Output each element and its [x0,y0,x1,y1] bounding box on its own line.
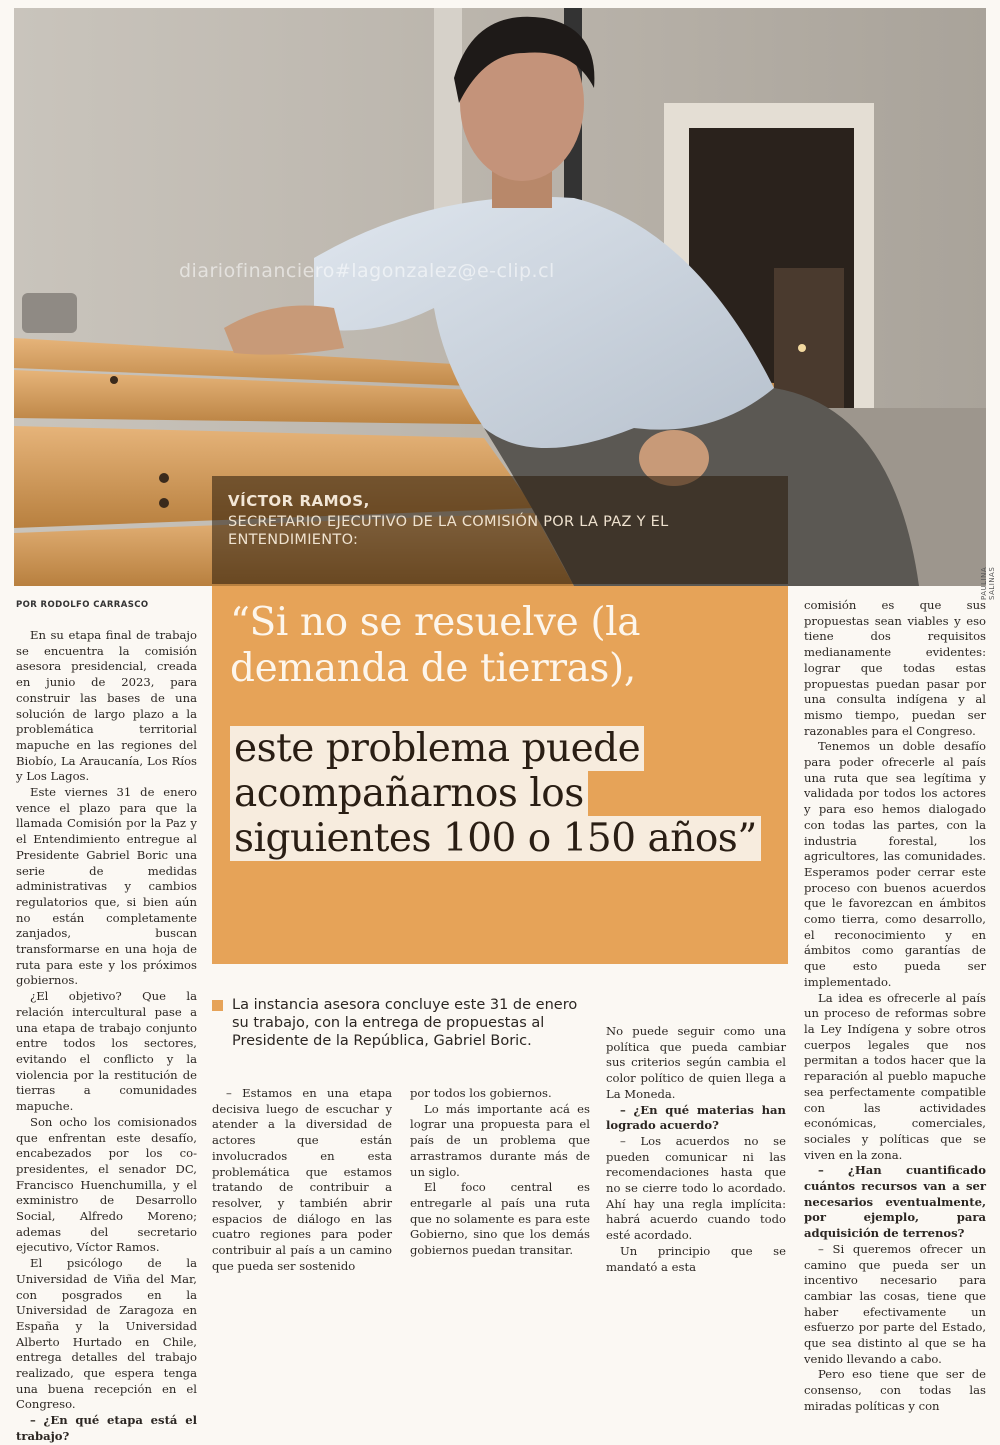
paragraph: – Estamos en una etapa decisiva luego de escuchar y atender a la diversidad de actores que están involucrados en esta problemática que estamos tratando de contribuir a resolver, y también abrir espacios de diálogo en las cuatro regiones para poder contribuir al país a un camino que pueda ser sostenido [212,1086,392,1273]
paragraph: – Si queremos ofrecer un camino que pueda ser un incentivo necesario para cambiar las cosas, tiene que haber efectivamente un esfuerzo por parte del Estado, que sea distinto al que se ha venido llevando a cabo. [804,1241,986,1366]
body-column-1 [16,628,197,1445]
caption-role: SECRETARIO EJECUTIVO DE LA COMISIÓN POR LA PAZ Y EL ENTENDIMIENTO: [228,514,669,548]
paragraph: En su etapa final de trabajo se encuentra la comisión asesora presidencial, creada en junio de 2023, para construir las bases de una solución de largo plazo a la problemática territorial mapuche en las regiones del Biobío, La Araucanía, Los Ríos y Los Lagos. [16,628,197,784]
interview-question: – ¿En qué etapa está el trabajo? [16,1413,197,1443]
body-column-5 [804,598,986,1415]
paragraph: El foco central es entregarle al país una ruta que no solamente es para este Gobierno, sino que los demás gobiernos puedan transitar. [410,1180,590,1258]
paragraph: No puede seguir como una política que pueda cambiar sus criterios según cambia el color político de quien llega a La Moneda. [606,1024,786,1101]
body-column-3 [410,1086,590,1259]
headline-quote [212,586,788,964]
lead-paragraph [212,996,592,1050]
paragraph: ¿El objetivo? Que la relación intercultural pase a una etapa de trabajo conjunto entre todos los sectores, evitando el conflicto y la violencia por la restitución de tierras a comunidades mapuche. [16,989,197,1114]
paragraph: Pero eso tiene que ser de consenso, con todas las miradas políticas y con [804,1367,986,1413]
headline-quote-part2: este problema puede acompañarnos los siguientes 100 o 150 años” [230,726,761,861]
watermark-text: diariofinanciero#lagonzalez@e-clip.cl [179,260,555,282]
body-column-2 [212,1086,392,1274]
paragraph: comisión es que sus propuestas sean viables y eso tiene dos requisitos medianamente evidentes: lograr que todas estas propuestas puedan pasar por una consulta indígena y al mismo tiempo, puedan ser razonables para el Congreso. [804,598,986,738]
photo-caption [212,476,788,584]
paragraph: El psicólogo de la Universidad de Viña del Mar, con posgrados en la Universidad de Zaragoza en España y la Universidad Alberto Hurtado en Chile, entrega detalles del trabajo realizado, que espera tenga una buena recepción en el Congreso. [16,1256,197,1412]
byline: POR RODOLFO CARRASCO [16,600,149,610]
paragraph: – Los acuerdos no se pueden comunicar ni las recomendaciones hasta que no se cierre todo lo acordado. Ahí hay una regla implícita: habrá acuerdo cuando todo esté acordado. [606,1133,786,1243]
headline-quote-part1: “Si no se resuelve (la demanda de tierras), [230,600,641,691]
paragraph: La idea es ofrecerle al país un proceso de reformas sobre la Ley Indígena y sobre otros cuerpos legales que nos permitan a todos hacer que la reparación al pueblo mapuche sea perfectamente compatible con las actividades económicas, comerciales, sociales y políticas que se viven en la zona. [804,990,986,1162]
interview-question: – ¿En qué materias han logrado acuerdo? [606,1102,786,1133]
paragraph: Tenemos un doble desafío para poder ofrecerle al país una ruta que sea legítima y validada por todos los actores y para eso hemos dialogado con todas las partes, con la industria forestal, los agricultores, las comunidades. Esperamos poder cerrar este proceso con buenos acuerdos que le favorezcan en ámbitos como tierra, como desarrollo, el reconocimiento y en ámbitos como garantías de que esto pueda ser implementado. [804,739,986,989]
paragraph: Lo más importante acá es lograr una propuesta para el país de un problema que arrastramos durante más de un siglo. [410,1101,590,1179]
paragraph: Son ocho los comisionados que enfrentan este desafío, encabezados por los co-presidentes, el senador DC, Francisco Huenchumilla, y el exministro de Desarrollo Social, Alfredo Moreno; ademas del secretario ejecutivo, Víctor Ramos. [16,1114,197,1255]
square-bullet-icon [212,1000,223,1011]
interview-question: – ¿Han cuantificado cuántos recursos van a ser necesarios eventualmente, por ejemplo, para adquisición de terrenos? [804,1163,986,1241]
caption-name: VÍCTOR RAMOS, [228,492,370,510]
paragraph: Un principio que se mandató a esta [606,1243,786,1274]
paragraph: por todos los gobiernos. [410,1086,552,1100]
paragraph: Este viernes 31 de enero vence el plazo para que la llamada Comisión por la Paz y el Entendimiento entregue al Presidente Gabriel Boric una serie de medidas administrativas y cambios regulatorios que, si bien aún no están completamente zanjados, buscan transformarse en una hoja de ruta para este y los próximos gobiernos. [16,785,197,988]
headline-quote-part2-wrap [230,726,788,861]
body-column-4 [606,1024,786,1275]
photo-credit: PAULINA SALINAS [980,566,996,600]
lead-text: La instancia asesora concluye este 31 de enero su trabajo, con la entrega de propuestas al Presidente de la República, Gabriel Boric. [232,997,578,1049]
